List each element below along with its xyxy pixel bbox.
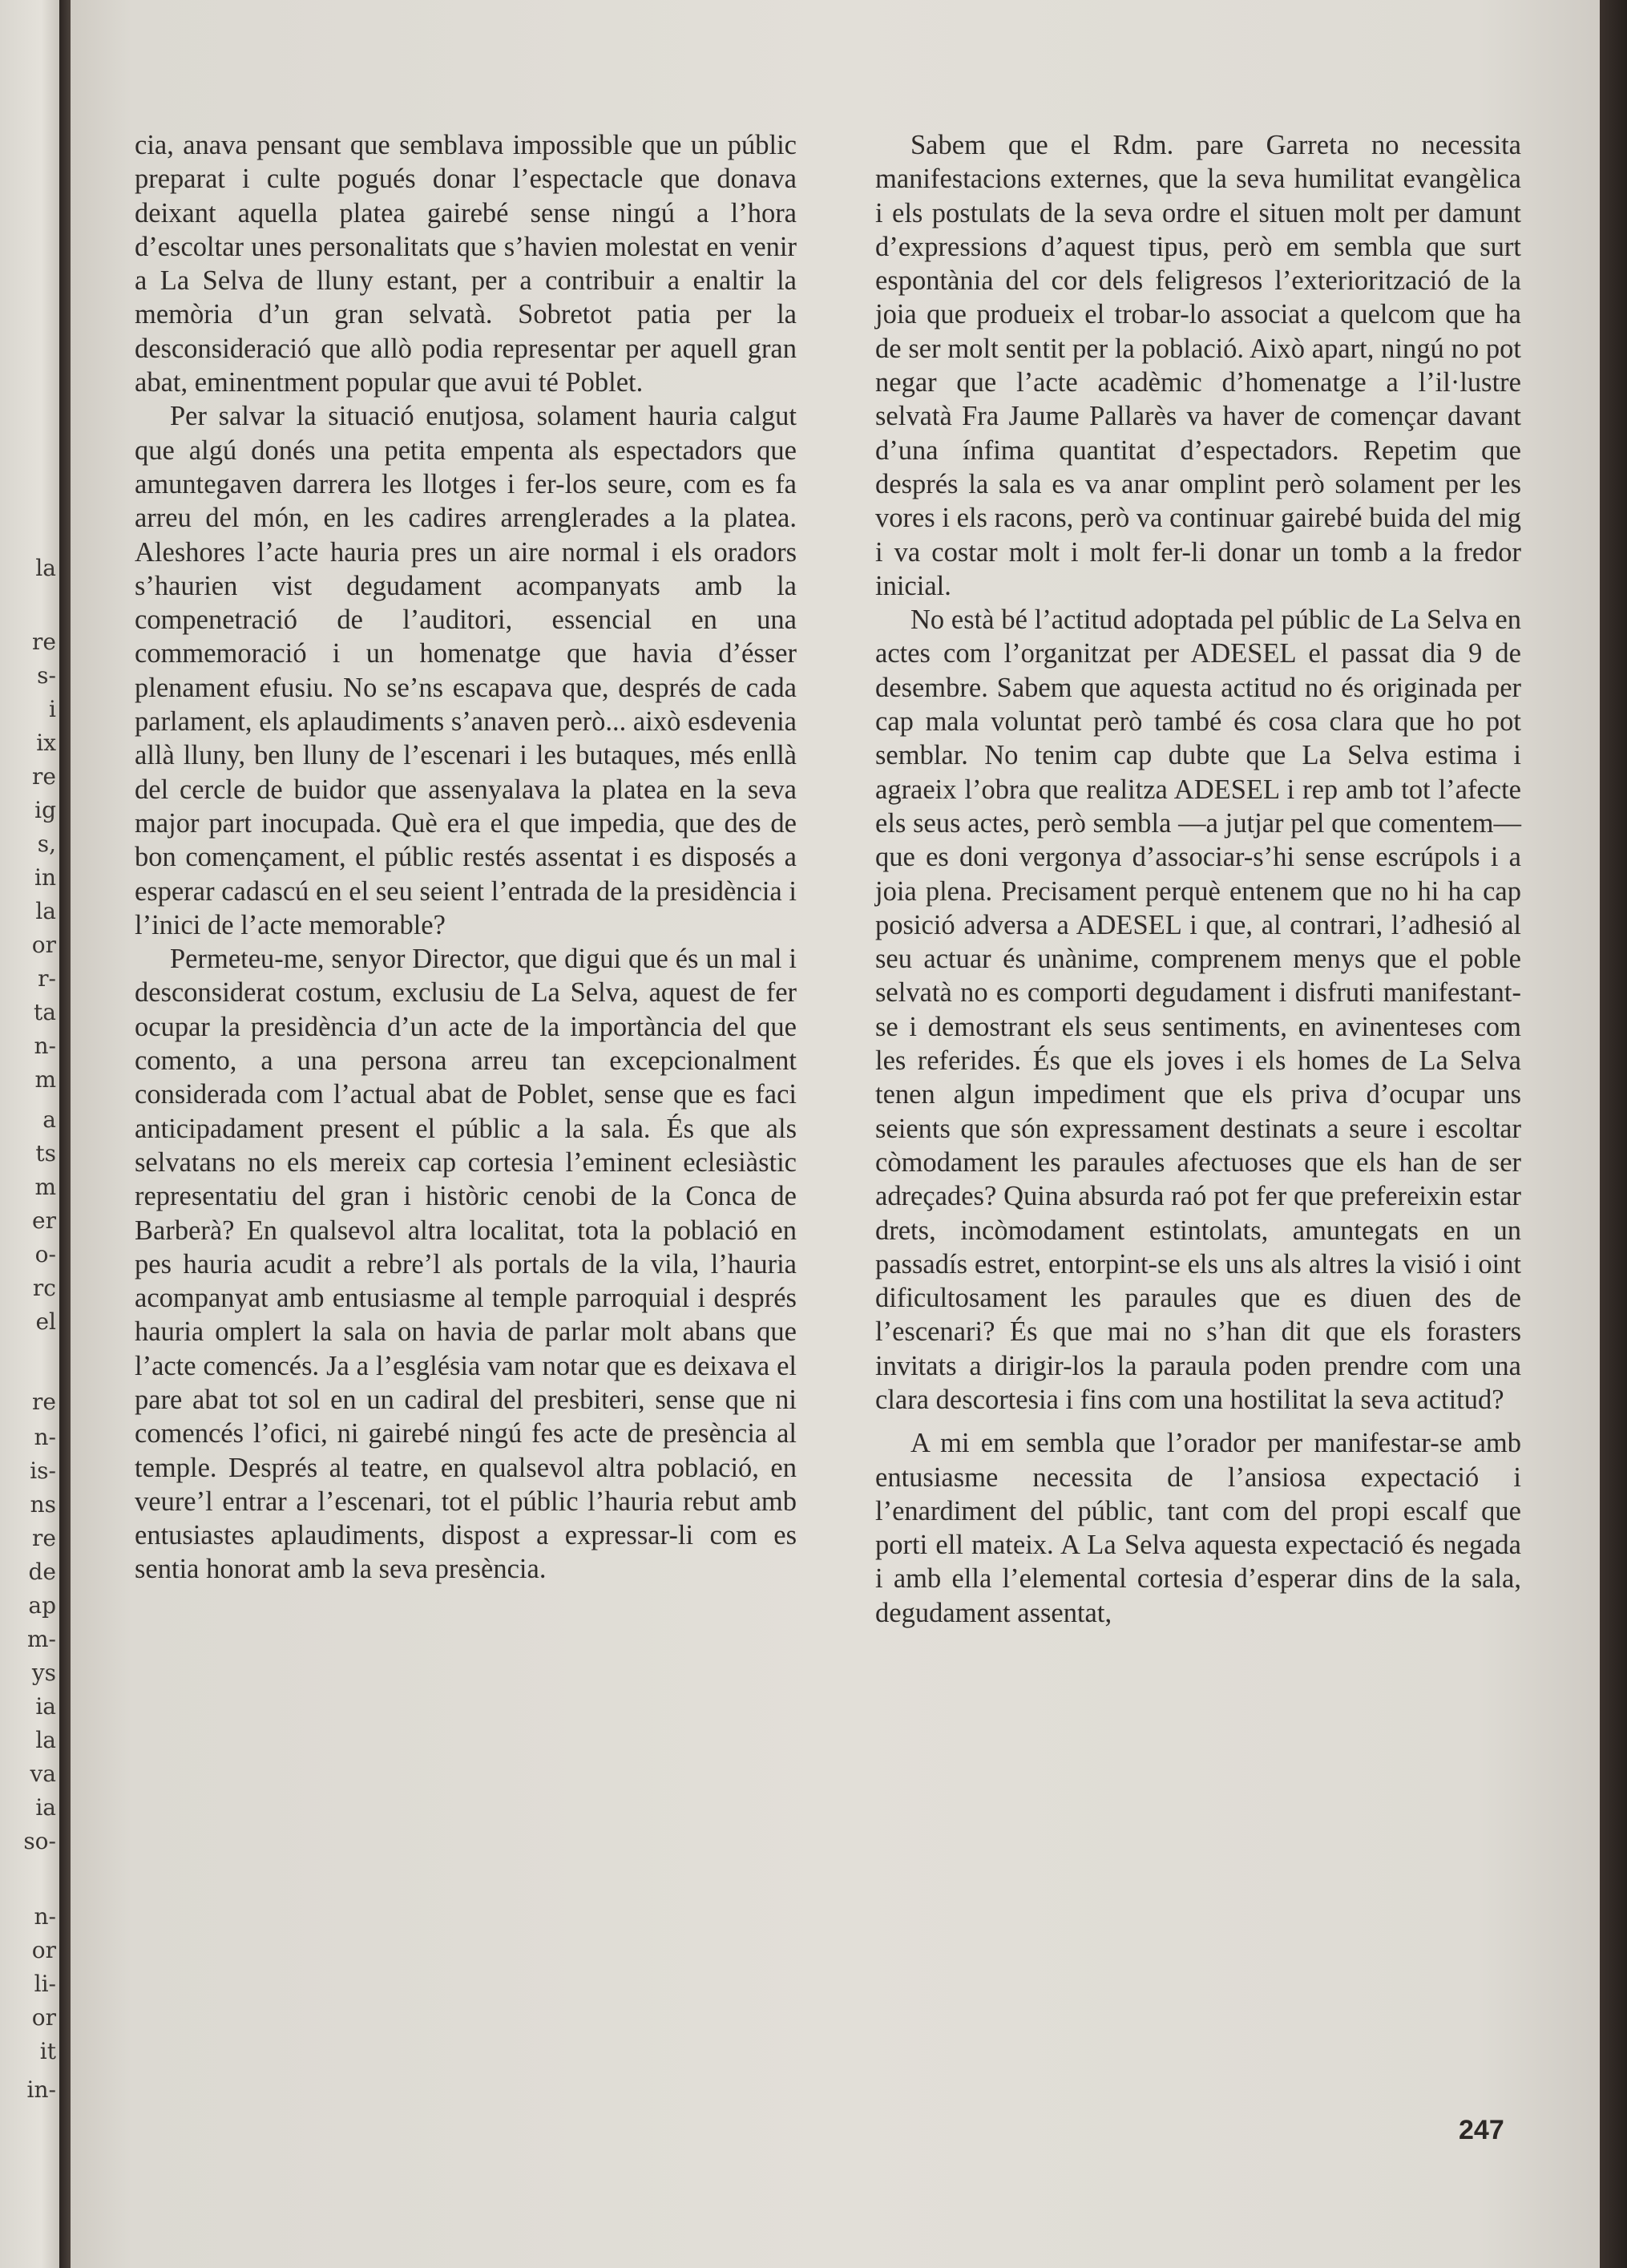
previous-page-fragment: ia [35,1794,56,1821]
page-number: 247 [1459,2115,1504,2145]
previous-page-fragment: it [39,2038,56,2064]
previous-page-fragment: m [34,1174,56,1200]
previous-page-fragment: re [32,1389,56,1415]
previous-page-fragment: or [31,2004,56,2031]
previous-page-fragment: el [35,1308,56,1335]
paragraph: Per salvar la situació enutjosa, solament hauria calgut que algú donés una petita empenta als espectadors que amuntegaven darrera les llotges i fer-los seure, com es fa arreu del món, en les cadires arrenglerades a la platea. Aleshores l’acte hauria pres un aire normal i els oradors s’haurien vist degudament acompanyats amb la compenetració de l’auditori, essencial en una commemoració i un homenatge que havia d’ésser plenament efusiu. No se’ns escapava que, després de cada parlament, els aplaudiments s’anaven però... això esdevenia allà lluny, ben lluny de l’escenari i les butaques, més enllà del cercle de buidor que assenyalava la platea en la seva major part inocupada. Què era el que impedia, que des de bon començament, el públic restés assentat i es disposés a esperar cadascú en el seu seient l’entrada de la presidència i l’inici de l’acte memorable? [135,401,797,940]
previous-page-fragment: m- [26,1626,56,1652]
previous-page-fragment: ns [30,1491,56,1518]
previous-page-fragment: or [31,932,56,958]
previous-page-fragment: re [32,763,56,790]
paragraph: A mi em sembla que l’orador per manifestar-se amb entusiasme necessita de l’ansiosa expectació i l’enardiment del públic, tant com del propi escalf que porti ell mateix. A La Selva aquesta expectació és negada i amb ella l’elemental cortesia d’esperar dins de la sala, degudament assentat, [875,1428,1521,1628]
previous-page-fragment: rc [32,1275,56,1301]
previous-page-fragment: in [34,864,56,891]
previous-page-fragment: o- [34,1241,56,1267]
right-text-column [875,128,1521,1630]
previous-page-fragment: m [34,1066,56,1093]
paragraph: No està bé l’actitud adoptada pel públic de La Selva en actes com l’organitzat per ADESEL el passat dia 9 de desembre. Sabem que aquesta actitud no és originada per cap mala voluntat però també és cosa clara que ho pot semblar. No tenim cap dubte que La Selva estima i agraeix l’obra que realitza ADESEL i rep amb tot l’afecte els seus actes, però sembla —a jutjar pel que comentem— que es doni vergonya d’associar-s’hi sense escrúpols i a joia plena. Precisament perquè entenem que no hi ha cap posició adversa a ADESEL i que, al contrari, l’adhesió al seu actuar és unànime, comprenem menys que el poble selvatà no es comporti degudament i disfruti manifestant-se i demostrant els seus sentiments, en avinenteses com les referides. És que els joves i els homes de La Selva tenen algun impediment que els priva d’ocupar uns seients que són expressament destinats a seure i escoltar còmodament les paraules afectuoses que els han de ser adreçades? Quina absurda raó pot fer que prefereixin estar drets, incòmodament estintolats, amuntegats en un passadís estret, entorpint-se els uns als altres la visió i oint dificultosament les paraules que es diuen des de l’escenari? És que mai no s’han dit que els forasters invitats a dirigir-los la paraula poden prendre com una clara descortesia i fins com una hostilitat la seva actitud? [875,604,1521,1415]
previous-page-fragment: i [49,696,56,722]
previous-page-fragment: n- [34,1033,56,1059]
previous-page-fragment: er [32,1207,56,1234]
previous-page-fragment: de [28,1558,56,1585]
scan-background-edge [1600,0,1627,2268]
previous-page-fragment: ts [35,1140,56,1166]
previous-page-fragment: la [35,555,56,581]
previous-page-fragment: a [42,1106,56,1133]
previous-page-fragment: la [35,898,56,924]
previous-page-fragment: ia [35,1693,56,1720]
paragraph: cia, anava pensant que semblava impossible que un públic preparat i culte pogués donar l’espectacle que donava deixant aquella platea gairebé sense ningú a l’hora d’escoltar unes personalitats que s’havien molestat en venir a La Selva de lluny estant, per a contribuir a enaltir la memòria d’un gran selvatà. Sobretot patia per la desconsideració que allò podia representar per aquell gran abat, eminentment popular que avui té Poblet. [135,130,797,398]
previous-page-fragment: ta [34,999,56,1025]
previous-page-fragment: is- [30,1457,56,1484]
previous-page-fragment: ap [28,1592,56,1619]
previous-page-fragment: n- [34,1424,56,1450]
previous-page-fragment: so- [23,1828,56,1854]
previous-page-fragment: or [31,1937,56,1963]
previous-page-fragment: s, [37,831,56,857]
previous-page-fragment: ig [34,797,56,823]
previous-page-fragment: va [30,1761,56,1787]
previous-page-fragment: ix [36,730,56,756]
left-text-column [135,128,797,1587]
paragraph: Sabem que el Rdm. pare Garreta no necessita manifestacions externes, que la seva humilitat evangèlica i els postulats de la seva ordre el situen molt per damunt d’expressions d’aquest tipus, però em sembla que surt espontània del cor dels feligresos l’exteriorització de la joia que produeix el trobar-lo associat a quelcom que ha de ser molt sentit per la població. Això apart, ningú no pot negar que l’acte acadèmic d’homenatge a l’il·lustre selvatà Fra Jaume Pallarès va haver de començar davant d’una ínfima quantitat d’espectadors. Repetim que després la sala es va anar omplint però solament per les vores i els racons, però va continuar gairebé buida del mig i va costar molt i molt fer-li donar un tomb a la fredor inicial. [875,130,1521,601]
previous-page-fragment: re [32,1525,56,1551]
previous-page-fragment: li- [34,1971,56,1997]
binding-gutter [59,0,71,2268]
previous-page-fragment: ys [31,1660,56,1686]
previous-page-fragment: s- [37,662,56,689]
previous-page-fragment: r- [38,965,56,992]
previous-page-fragment: re [32,629,56,655]
previous-page-fragment: la [35,1727,56,1753]
paragraph: Permeteu-me, senyor Director, que digui que és un mal i desconsiderat costum, exclusiu de La Selva, aquest de fer ocupar la presidència d’un acte de la importància del que comento, a una persona arreu tan excepcionalment considerada com l’actual abat de Poblet, sense que es faci anticipadament present el públic a la sala. És que als selvatans no els mereix cap cortesia l’eminent eclesiàstic representatiu del gran i històric cenobi de la Conca de Barberà? En qualsevol altra localitat, tota la població en pes hauria acudit a rebre’l als portals de la vila, l’hauria acompanyat amb entusiasme al temple parroquial i després hauria omplert la sala on havia de parlar molt abans que l’acte comencés. Ja a l’església vam notar que es deixava el pare abat tot sol en un cadiral del presbiteri, sense que ni comencés l’ofici, ni gairebé ningú fes acte de presència al temple. Després al teatre, en qualsevol altra població, en veure’l entrar a l’escenari, tot el públic l’hauria rebut amb entusiastes aplaudiments, dispost a expressar-li com es sentia honorat amb la seva presència. [135,944,797,1585]
previous-page-fragment: n- [34,1903,56,1930]
previous-page-fragment: in- [26,2076,56,2103]
previous-page-edge [0,0,59,2268]
